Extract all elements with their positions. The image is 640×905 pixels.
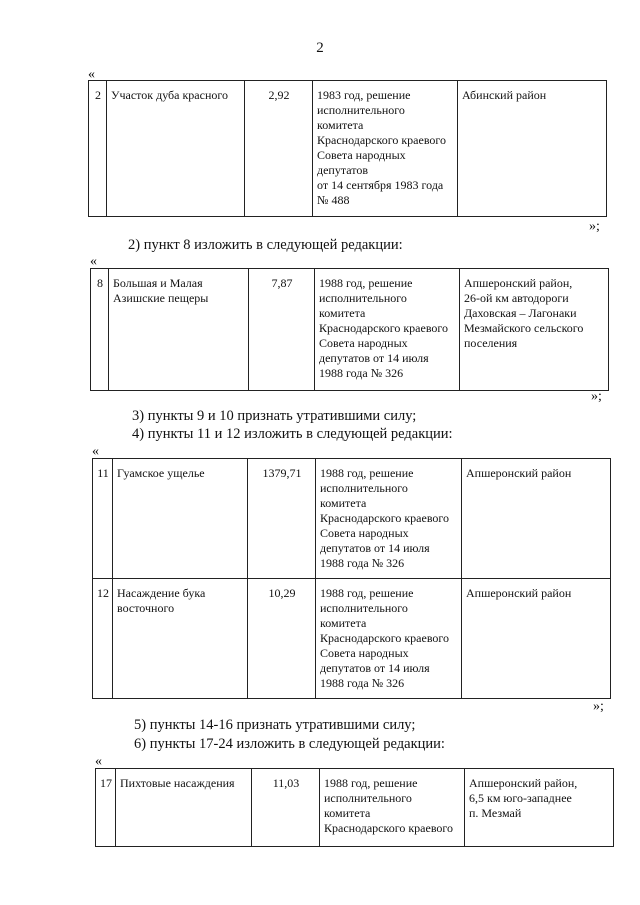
object-location: Абинский район [458, 81, 607, 217]
object-name: Насаждение бука восточного [113, 579, 248, 699]
registry-table-3 [92, 458, 611, 699]
decision-text: 1988 год, решение исполнительного комитета Краснодарского краевого Совета народных депутатов от 14 июля 1988 года № 326 [315, 269, 460, 391]
decision-text: 1983 год, решение исполнительного комитета Краснодарского краевого Совета народных депутатов от 14 сентября 1983 года № 488 [313, 81, 458, 217]
registry-table-2 [90, 268, 609, 391]
table-row [91, 269, 609, 391]
object-location: Апшеронский район, 6,5 км юго-западнее п. Мезмай [465, 769, 614, 847]
open-quote: « [90, 254, 97, 269]
object-name: Участок дуба красного [107, 81, 245, 217]
registry-table-1 [88, 80, 607, 217]
table-row [93, 459, 611, 579]
row-number: 17 [96, 769, 116, 847]
open-quote: « [92, 444, 99, 459]
page-number: 2 [316, 40, 324, 56]
paragraph-3: 3) пункты 9 и 10 признать утратившими силу; [132, 408, 417, 424]
close-quote: »; [589, 219, 600, 234]
open-quote: « [95, 754, 102, 769]
registry-table-4 [95, 768, 614, 847]
object-location: Апшеронский район [462, 459, 611, 579]
row-number: 8 [91, 269, 109, 391]
decision-text: 1988 год, решение исполнительного комитета Краснодарского краевого Совета народных депутатов от 14 июля 1988 года № 326 [316, 459, 462, 579]
table-row [96, 769, 614, 847]
object-location: Апшеронский район [462, 579, 611, 699]
decision-text: 1988 год, решение исполнительного комитета Краснодарского краевого Совета народных депутатов от 14 июля 1988 года № 326 [316, 579, 462, 699]
object-area: 11,03 [252, 769, 320, 847]
decision-text: 1988 год, решение исполнительного комитета Краснодарского краевого [320, 769, 465, 847]
object-name: Гуамское ущелье [113, 459, 248, 579]
object-area: 7,87 [249, 269, 315, 391]
close-quote: »; [593, 699, 604, 714]
paragraph-2: 2) пункт 8 изложить в следующей редакции: [128, 237, 403, 253]
table-row [89, 81, 607, 217]
paragraph-6: 6) пункты 17-24 изложить в следующей редакции: [134, 736, 445, 752]
table-row [93, 579, 611, 699]
object-name: Большая и Малая Азишские пещеры [109, 269, 249, 391]
paragraph-5: 5) пункты 14-16 признать утратившими силу; [134, 717, 416, 733]
row-number: 12 [93, 579, 113, 699]
open-quote: « [88, 67, 95, 82]
row-number: 11 [93, 459, 113, 579]
object-area: 1379,71 [248, 459, 316, 579]
close-quote: »; [591, 389, 602, 404]
row-number: 2 [89, 81, 107, 217]
object-area: 2,92 [245, 81, 313, 217]
object-location: Апшеронский район, 26-ой км автодороги Даховская – Лагонаки Мезмайского сельского поселения [460, 269, 609, 391]
paragraph-4: 4) пункты 11 и 12 изложить в следующей редакции: [132, 426, 453, 442]
object-area: 10,29 [248, 579, 316, 699]
object-name: Пихтовые насаждения [116, 769, 252, 847]
